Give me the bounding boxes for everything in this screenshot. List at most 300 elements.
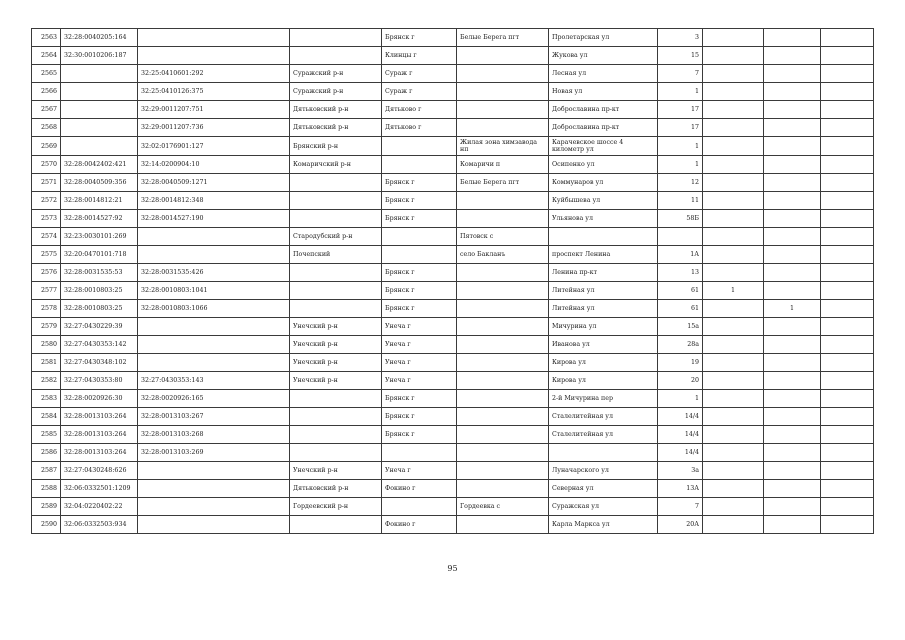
locality-cell [457,336,549,354]
page-number: 95 [447,564,458,573]
row-number-cell: 2588 [32,480,61,498]
table-row [32,462,874,480]
cadastral-number-cell: 32:30:0010206:187 [61,47,138,65]
cadastral-number-cell: 32:27:0430353:80 [61,372,138,390]
locality-cell [457,462,549,480]
table-row [32,192,874,210]
flag-cell-2 [764,372,821,390]
cadastral-number-cell: 32:06:0332501:1209 [61,480,138,498]
flag-cell-2 [764,192,821,210]
table-row [32,444,874,462]
table-row [32,408,874,426]
district-cell: Брянский р-н [290,137,382,156]
city-cell: Брянск г [382,282,457,300]
room-cadastral-number-cell: 32:28:0020926:165 [138,390,290,408]
flag-cell-1 [703,390,764,408]
room-cadastral-number-cell: 32:28:0013103:269 [138,444,290,462]
flag-cell-2 [764,426,821,444]
flag-cell-3 [821,282,874,300]
register-table [31,28,874,534]
row-number-cell: 2573 [32,210,61,228]
cadastral-number-cell: 32:27:0430348:102 [61,354,138,372]
room-cadastral-number-cell: 32:28:0014527:190 [138,210,290,228]
district-cell [290,390,382,408]
row-number-cell: 2587 [32,462,61,480]
house-number-cell: 28а [658,336,703,354]
flag-cell-2 [764,228,821,246]
city-cell: Фокино г [382,516,457,534]
flag-cell-2 [764,264,821,282]
locality-cell [457,300,549,318]
flag-cell-3 [821,372,874,390]
district-cell: Дятьковский р-н [290,101,382,119]
street-cell: Новая ул [549,83,658,101]
street-cell: Куйбышева ул [549,192,658,210]
city-cell: Сураж г [382,65,457,83]
city-cell: Брянск г [382,390,457,408]
flag-cell-2: 1 [764,300,821,318]
flag-cell-1 [703,246,764,264]
flag-cell-3 [821,462,874,480]
street-cell: Сталелитейная ул [549,426,658,444]
flag-cell-1 [703,300,764,318]
flag-cell-3 [821,174,874,192]
room-cadastral-number-cell: 32:28:0014812:348 [138,192,290,210]
flag-cell-3 [821,426,874,444]
cadastral-number-cell [61,119,138,137]
cadastral-number-cell: 32:28:0014527:92 [61,210,138,228]
room-cadastral-number-cell: 32:28:0010803:1041 [138,282,290,300]
house-number-cell: 61 [658,282,703,300]
flag-cell-1 [703,65,764,83]
district-cell: Унечский р-н [290,354,382,372]
flag-cell-2 [764,137,821,156]
city-cell: Унеча г [382,336,457,354]
flag-cell-2 [764,246,821,264]
house-number-cell: 13 [658,264,703,282]
house-number-cell: 1 [658,390,703,408]
city-cell: Унеча г [382,372,457,390]
district-cell: Дятьковский р-н [290,119,382,137]
house-number-cell: 15 [658,47,703,65]
street-cell [549,228,658,246]
flag-cell-3 [821,516,874,534]
district-cell: Гордеевский р-н [290,498,382,516]
row-number-cell: 2580 [32,336,61,354]
table-row [32,354,874,372]
flag-cell-3 [821,318,874,336]
cadastral-number-cell: 32:28:0013103:264 [61,426,138,444]
street-cell: Доброславина пр-кт [549,101,658,119]
flag-cell-1 [703,174,764,192]
locality-cell: Гордеевка с [457,498,549,516]
flag-cell-1 [703,480,764,498]
flag-cell-2 [764,156,821,174]
cadastral-number-cell: 32:28:0042402:421 [61,156,138,174]
room-cadastral-number-cell [138,318,290,336]
street-cell: Литейная ул [549,282,658,300]
flag-cell-1 [703,228,764,246]
table-row [32,65,874,83]
city-cell [382,228,457,246]
table-row [32,47,874,65]
table-row [32,498,874,516]
room-cadastral-number-cell: 32:27:0430353:143 [138,372,290,390]
street-cell: Иванова ул [549,336,658,354]
flag-cell-3 [821,210,874,228]
flag-cell-1 [703,444,764,462]
row-number-cell: 2583 [32,390,61,408]
row-number-cell: 2574 [32,228,61,246]
flag-cell-2 [764,29,821,47]
row-number-cell: 2582 [32,372,61,390]
row-number-cell: 2570 [32,156,61,174]
flag-cell-3 [821,444,874,462]
row-number-cell: 2579 [32,318,61,336]
street-cell: Сталелитейная ул [549,408,658,426]
city-cell: Дятьково г [382,101,457,119]
district-cell: Суражский р-н [290,83,382,101]
table-row [32,516,874,534]
street-cell: Лесная ул [549,65,658,83]
cadastral-number-cell: 32:06:0332503:934 [61,516,138,534]
flag-cell-3 [821,119,874,137]
district-cell [290,210,382,228]
flag-cell-1 [703,426,764,444]
flag-cell-1 [703,354,764,372]
house-number-cell: 17 [658,119,703,137]
street-cell: Жукова ул [549,47,658,65]
house-number-cell: 20А [658,516,703,534]
cadastral-number-cell [61,65,138,83]
locality-cell [457,354,549,372]
cadastral-number-cell: 32:27:0430248:626 [61,462,138,480]
flag-cell-2 [764,65,821,83]
flag-cell-3 [821,300,874,318]
house-number-cell: 14/4 [658,408,703,426]
city-cell: Сураж г [382,83,457,101]
flag-cell-2 [764,354,821,372]
house-number-cell: 61 [658,300,703,318]
table-row [32,390,874,408]
flag-cell-2 [764,318,821,336]
table-row [32,372,874,390]
city-cell [382,246,457,264]
city-cell [382,156,457,174]
district-cell [290,264,382,282]
district-cell [290,29,382,47]
district-cell: Почепский [290,246,382,264]
flag-cell-3 [821,390,874,408]
flag-cell-3 [821,83,874,101]
locality-cell: село Бакланъ [457,246,549,264]
street-cell: Карла Маркса ул [549,516,658,534]
flag-cell-2 [764,83,821,101]
locality-cell: Белые Берега пгт [457,29,549,47]
flag-cell-1 [703,516,764,534]
row-number-cell: 2566 [32,83,61,101]
house-number-cell: 1 [658,83,703,101]
flag-cell-3 [821,480,874,498]
street-cell: Северная ул [549,480,658,498]
flag-cell-3 [821,336,874,354]
flag-cell-1 [703,119,764,137]
cadastral-number-cell: 32:28:0031535:53 [61,264,138,282]
room-cadastral-number-cell: 32:02:0176901:127 [138,137,290,156]
locality-cell: Пятовск с [457,228,549,246]
street-cell: Коммунаров ул [549,174,658,192]
flag-cell-1 [703,498,764,516]
locality-cell: Комаричи п [457,156,549,174]
house-number-cell: 19 [658,354,703,372]
house-number-cell: 7 [658,498,703,516]
row-number-cell: 2576 [32,264,61,282]
flag-cell-3 [821,264,874,282]
locality-cell [457,480,549,498]
room-cadastral-number-cell: 32:25:0410601:292 [138,65,290,83]
flag-cell-2 [764,462,821,480]
district-cell [290,282,382,300]
flag-cell-3 [821,137,874,156]
city-cell: Унеча г [382,318,457,336]
row-number-cell: 2585 [32,426,61,444]
district-cell: Унечский р-н [290,372,382,390]
district-cell: Унечский р-н [290,318,382,336]
cadastral-number-cell [61,83,138,101]
flag-cell-3 [821,65,874,83]
table-row [32,264,874,282]
locality-cell: Жилая зона химзавода нп [457,137,549,156]
room-cadastral-number-cell: 32:28:0010803:1066 [138,300,290,318]
table-row [32,156,874,174]
table-row [32,174,874,192]
flag-cell-1 [703,137,764,156]
cadastral-number-cell [61,137,138,156]
cadastral-number-cell: 32:27:0430229:39 [61,318,138,336]
cadastral-number-cell: 32:20:0470101:718 [61,246,138,264]
flag-cell-1 [703,336,764,354]
table-row [32,119,874,137]
row-number-cell: 2589 [32,498,61,516]
cadastral-number-cell: 32:28:0010803:25 [61,282,138,300]
row-number-cell: 2571 [32,174,61,192]
district-cell [290,444,382,462]
cadastral-number-cell: 32:28:0010803:25 [61,300,138,318]
house-number-cell: 13А [658,480,703,498]
flag-cell-1 [703,156,764,174]
cadastral-number-cell: 32:28:0014812:21 [61,192,138,210]
street-cell: Ульянова ул [549,210,658,228]
cadastral-number-cell: 32:28:0040205:164 [61,29,138,47]
locality-cell [457,101,549,119]
city-cell: Брянск г [382,29,457,47]
district-cell [290,516,382,534]
city-cell: Брянск г [382,210,457,228]
locality-cell [457,318,549,336]
flag-cell-1 [703,192,764,210]
district-cell [290,192,382,210]
locality-cell [457,282,549,300]
row-number-cell: 2563 [32,29,61,47]
street-cell: проспект Ленина [549,246,658,264]
room-cadastral-number-cell [138,29,290,47]
table-row [32,101,874,119]
table-row [32,300,874,318]
city-cell: Унеча г [382,354,457,372]
locality-cell [457,426,549,444]
room-cadastral-number-cell [138,246,290,264]
district-cell: Стародубский р-н [290,228,382,246]
flag-cell-3 [821,228,874,246]
room-cadastral-number-cell [138,498,290,516]
district-cell [290,47,382,65]
room-cadastral-number-cell [138,516,290,534]
table-row [32,480,874,498]
flag-cell-1 [703,372,764,390]
table-row [32,210,874,228]
city-cell: Брянск г [382,426,457,444]
city-cell: Клинцы г [382,47,457,65]
city-cell [382,498,457,516]
table-row [32,83,874,101]
street-cell: Кирова ул [549,372,658,390]
row-number-cell: 2584 [32,408,61,426]
table-row [32,246,874,264]
room-cadastral-number-cell: 32:14:0200904:10 [138,156,290,174]
table-row [32,29,874,47]
row-number-cell: 2568 [32,119,61,137]
locality-cell [457,47,549,65]
street-cell: Пролетарская ул [549,29,658,47]
district-cell [290,174,382,192]
room-cadastral-number-cell: 32:25:0410126:375 [138,83,290,101]
district-cell [290,426,382,444]
room-cadastral-number-cell: 32:28:0040509:1271 [138,174,290,192]
row-number-cell: 2567 [32,101,61,119]
flag-cell-3 [821,408,874,426]
room-cadastral-number-cell [138,228,290,246]
house-number-cell: 17 [658,101,703,119]
flag-cell-1 [703,318,764,336]
locality-cell [457,444,549,462]
row-number-cell: 2581 [32,354,61,372]
flag-cell-1 [703,29,764,47]
flag-cell-1 [703,83,764,101]
locality-cell [457,119,549,137]
house-number-cell: 20 [658,372,703,390]
flag-cell-2 [764,480,821,498]
row-number-cell: 2575 [32,246,61,264]
house-number-cell: 58Б [658,210,703,228]
cadastral-number-cell: 32:28:0013103:264 [61,408,138,426]
table-row [32,282,874,300]
district-cell: Дятьковский р-н [290,480,382,498]
street-cell: Доброславина пр-кт [549,119,658,137]
flag-cell-2 [764,101,821,119]
flag-cell-2 [764,119,821,137]
house-number-cell: 1 [658,156,703,174]
locality-cell [457,264,549,282]
street-cell: Карачевское шоссе 4 километр ул [549,137,658,156]
flag-cell-2 [764,47,821,65]
cadastral-number-cell: 32:28:0040509:356 [61,174,138,192]
city-cell: Брянск г [382,264,457,282]
house-number-cell: 7 [658,65,703,83]
flag-cell-1 [703,210,764,228]
table-row [32,137,874,156]
street-cell: Кирова ул [549,354,658,372]
street-cell: Литейная ул [549,300,658,318]
row-number-cell: 2586 [32,444,61,462]
district-cell: Суражский р-н [290,65,382,83]
table-row [32,318,874,336]
house-number-cell: 11 [658,192,703,210]
flag-cell-1 [703,101,764,119]
row-number-cell: 2578 [32,300,61,318]
flag-cell-2 [764,516,821,534]
locality-cell [457,192,549,210]
room-cadastral-number-cell [138,354,290,372]
flag-cell-1: 1 [703,282,764,300]
district-cell: Комаричский р-н [290,156,382,174]
flag-cell-3 [821,246,874,264]
house-number-cell: 3а [658,462,703,480]
locality-cell [457,372,549,390]
flag-cell-2 [764,498,821,516]
house-number-cell: 1А [658,246,703,264]
house-number-cell: 1 [658,137,703,156]
district-cell [290,300,382,318]
flag-cell-1 [703,264,764,282]
row-number-cell: 2569 [32,137,61,156]
locality-cell [457,210,549,228]
room-cadastral-number-cell: 32:29:0011207:751 [138,101,290,119]
table-row [32,228,874,246]
cadastral-number-cell: 32:23:0030101:269 [61,228,138,246]
flag-cell-3 [821,192,874,210]
city-cell: Брянск г [382,192,457,210]
flag-cell-2 [764,408,821,426]
room-cadastral-number-cell: 32:28:0013103:267 [138,408,290,426]
house-number-cell [658,228,703,246]
flag-cell-1 [703,462,764,480]
flag-cell-2 [764,390,821,408]
cadastral-number-cell: 32:28:0013103:264 [61,444,138,462]
flag-cell-2 [764,282,821,300]
room-cadastral-number-cell [138,47,290,65]
flag-cell-3 [821,156,874,174]
locality-cell: Белые Берега пгт [457,174,549,192]
cadastral-number-cell [61,101,138,119]
locality-cell [457,65,549,83]
house-number-cell: 15а [658,318,703,336]
room-cadastral-number-cell: 32:28:0031535:426 [138,264,290,282]
cadastral-number-cell: 32:28:0020926:30 [61,390,138,408]
room-cadastral-number-cell: 32:29:0011207:736 [138,119,290,137]
street-cell: Суражская ул [549,498,658,516]
street-cell [549,444,658,462]
city-cell: Дятьково г [382,119,457,137]
city-cell: Брянск г [382,408,457,426]
locality-cell [457,83,549,101]
city-cell: Унеча г [382,462,457,480]
flag-cell-3 [821,47,874,65]
flag-cell-3 [821,498,874,516]
room-cadastral-number-cell: 32:28:0013103:268 [138,426,290,444]
city-cell: Брянск г [382,300,457,318]
room-cadastral-number-cell [138,336,290,354]
row-number-cell: 2590 [32,516,61,534]
